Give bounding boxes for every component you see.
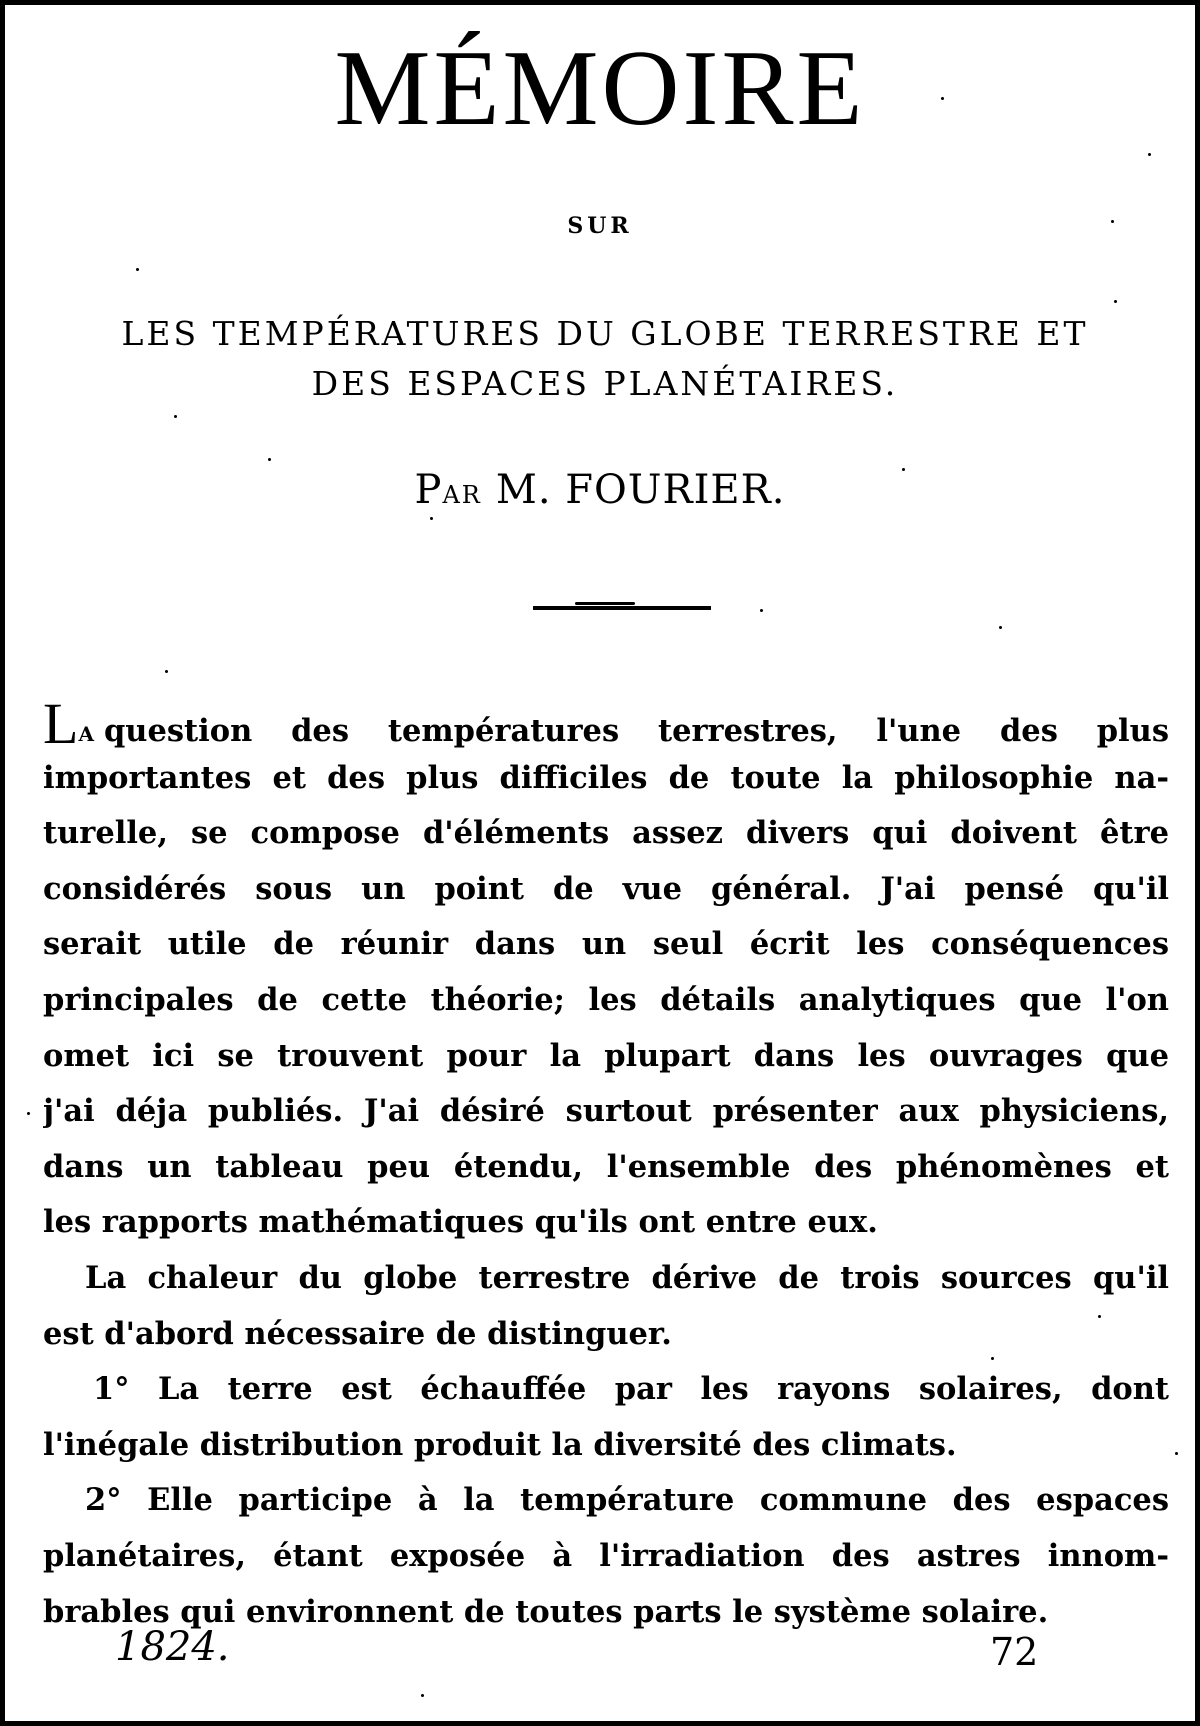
footer-year: 1824. (115, 1624, 230, 1670)
drop-cap-rest: A (78, 722, 96, 746)
subtitle-line-2: DES ESPACES PLANÉTAIRES. (311, 364, 899, 403)
scan-speck (421, 1694, 424, 1697)
author-par-rest: AR (442, 481, 482, 509)
scan-speck (760, 609, 763, 612)
drop-cap: L (43, 695, 79, 751)
scan-speck (136, 268, 139, 271)
text-line: planétaires, étant exposée à l'irradiation des astres innom- (43, 1537, 1169, 1574)
scan-speck (165, 670, 168, 673)
text-line: j'ai déja publiés. J'ai désiré surtout présenter aux physiciens, (43, 1093, 1169, 1130)
body-text (43, 695, 1169, 1640)
text-line: La chaleur du globe terrestre dérive de trois sources qu'il (85, 1259, 1169, 1296)
text-line: 2° Elle participe à la température commune des espaces (85, 1482, 1169, 1519)
scan-speck (902, 468, 905, 471)
author-par-initial: P (414, 467, 443, 513)
text-line: est d'abord nécessaire de distinguer. (43, 1315, 672, 1352)
scan-speck (1114, 300, 1117, 303)
scan-speck (268, 458, 271, 461)
line-text: question des températures terrestres, l'une des plus (103, 713, 1169, 749)
title-divider-rule (533, 606, 711, 610)
author-name: M. FOURIER. (495, 467, 786, 513)
scan-speck (1111, 220, 1114, 223)
text-line: principales de cette théorie; les détails analytiques que l'on (43, 981, 1169, 1018)
title-divider-ornament (575, 602, 635, 605)
scan-speck (991, 1357, 994, 1360)
text-line: importantes et des plus difficiles de toute la philosophie na- (43, 759, 1169, 796)
text-line: l'inégale distribution produit la diversité des climats. (43, 1426, 957, 1463)
author-line (5, 467, 1195, 513)
text-line (43, 695, 1169, 751)
scan-speck (174, 415, 177, 418)
text-line: omet ici se trouvent pour la plupart dans les ouvrages que (43, 1037, 1169, 1074)
footer-page-mark: 72 (990, 1630, 1039, 1674)
scan-speck (941, 97, 944, 100)
text-line: dans un tableau peu étendu, l'ensemble des phénomènes et (43, 1148, 1169, 1185)
scan-speck (1148, 153, 1151, 156)
text-line: 1° La terre est échauffée par les rayons solaires, dont (93, 1371, 1169, 1408)
subtitle-line-1: LES TEMPÉRATURES DU GLOBE TERRESTRE ET (121, 314, 1089, 353)
title-connector: SUR (567, 213, 633, 239)
document-title: MÉMOIRE (334, 29, 866, 148)
scan-speck (1098, 1315, 1101, 1318)
text-line: considérés sous un point de vue général. J'ai pensé qu'il (43, 870, 1169, 907)
scan-speck (999, 626, 1002, 629)
text-line: serait utile de réunir dans un seul écrit les conséquences (43, 926, 1169, 963)
scan-speck (1175, 1452, 1178, 1455)
text-line: turelle, se compose d'éléments assez divers qui doivent être (43, 815, 1169, 852)
scan-speck (430, 517, 433, 520)
text-line: les rapports mathématiques qu'ils ont entre eux. (43, 1204, 878, 1241)
scan-speck (27, 1112, 30, 1115)
text-line: brables qui environnent de toutes parts le système solaire. (43, 1593, 1049, 1630)
